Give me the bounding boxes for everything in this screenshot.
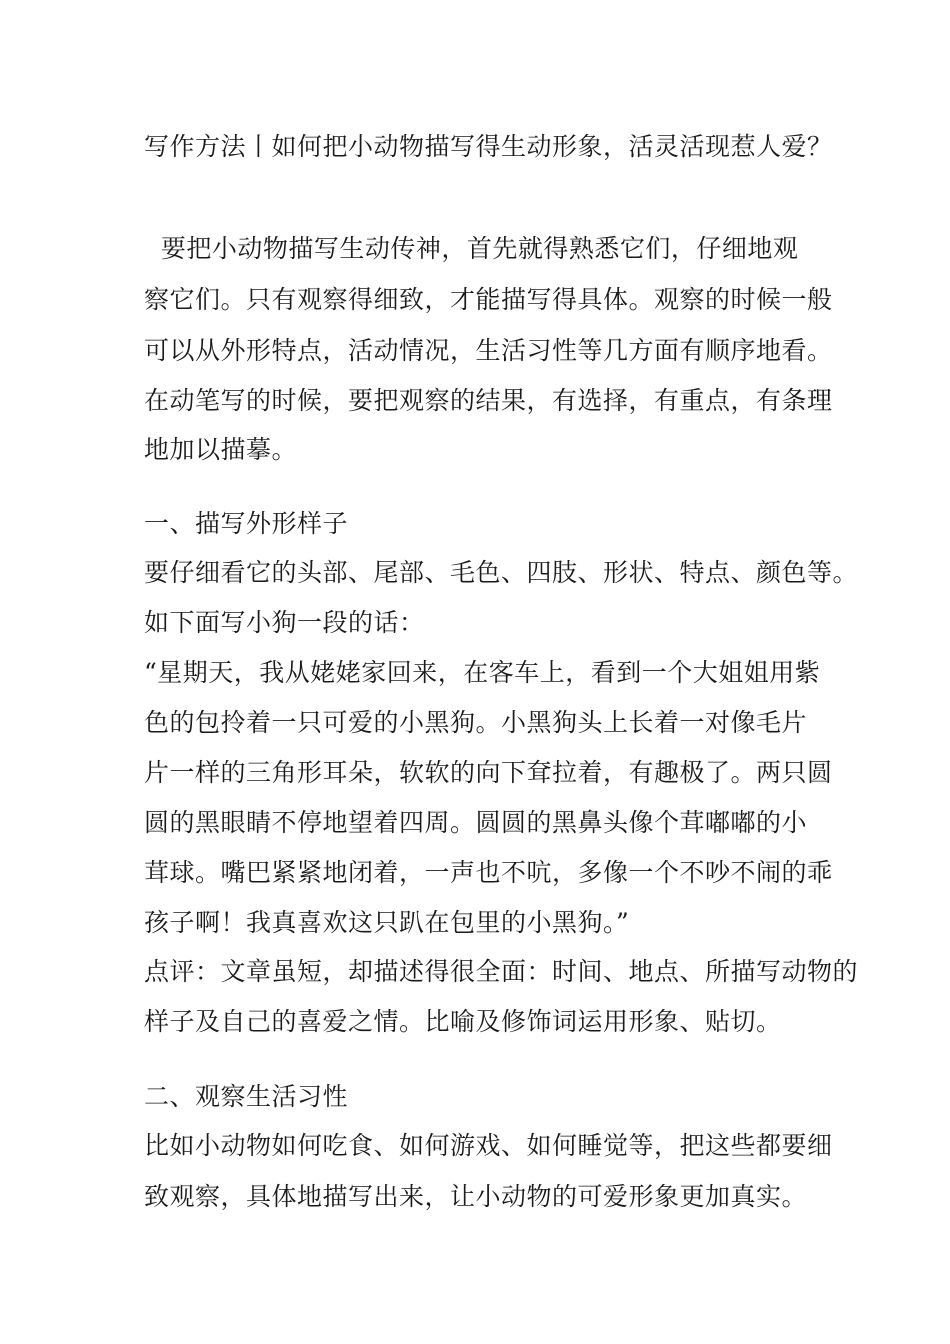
section1-line-6: 圆的黑眼睛不停地望着四周。圆圆的黑鼻头像个茸嘟嘟的小 — [144, 808, 808, 837]
document-title: 写作方法丨如何把小动物描写得生动形象，活灵活现惹人爱？ — [144, 132, 833, 161]
section1-heading: 一、描写外形样子 — [144, 509, 349, 538]
section1-line-5: 片一样的三角形耳朵，软软的向下耷拉着，有趣极了。两只圆 — [144, 758, 833, 787]
section1-line-1: 要仔细看它的头部、尾部、毛色、四肢、形状、特点、颜色等。 — [144, 558, 859, 587]
section1-line-2: 如下面写小狗一段的话： — [144, 608, 425, 637]
section1-line-9: 点评：文章虽短，却描述得很全面：时间、地点、所描写动物的 — [144, 957, 859, 986]
section1-line-3: “星期天，我从姥姥家回来，在客车上，看到一个大姐姐用紫 — [144, 658, 821, 687]
section1-line-7: 茸球。嘴巴紧紧地闭着，一声也不吭，多像一个不吵不闹的乖 — [144, 858, 833, 887]
intro-line-3: 可以从外形特点，活动情况，生活习性等几方面有顺序地看。 — [144, 336, 833, 365]
section2-line-2: 致观察，具体地描写出来，让小动物的可爱形象更加真实。 — [144, 1182, 808, 1211]
intro-line-4: 在动笔写的时候，要把观察的结果，有选择，有重点，有条理 — [144, 386, 833, 415]
intro-line-1: 要把小动物描写生动传神，首先就得熟悉它们，仔细地观 — [144, 234, 799, 263]
section2-line-1: 比如小动物如何吃食、如何游戏、如何睡觉等，把这些都要细 — [144, 1131, 833, 1160]
intro-line-5: 地加以描摹。 — [144, 435, 298, 464]
intro-line-2: 察它们。只有观察得细致，才能描写得具体。观察的时候一般 — [144, 285, 833, 314]
section1-line-8: 孩子啊！我真喜欢这只趴在包里的小黑狗。” — [144, 908, 630, 937]
section1-line-10: 样子及自己的喜爱之情。比喻及修饰词运用形象、贴切。 — [144, 1007, 782, 1036]
section1-line-4: 色的包拎着一只可爱的小黑狗。小黑狗头上长着一对像毛片 — [144, 708, 808, 737]
section2-heading: 二、观察生活习性 — [144, 1082, 349, 1111]
